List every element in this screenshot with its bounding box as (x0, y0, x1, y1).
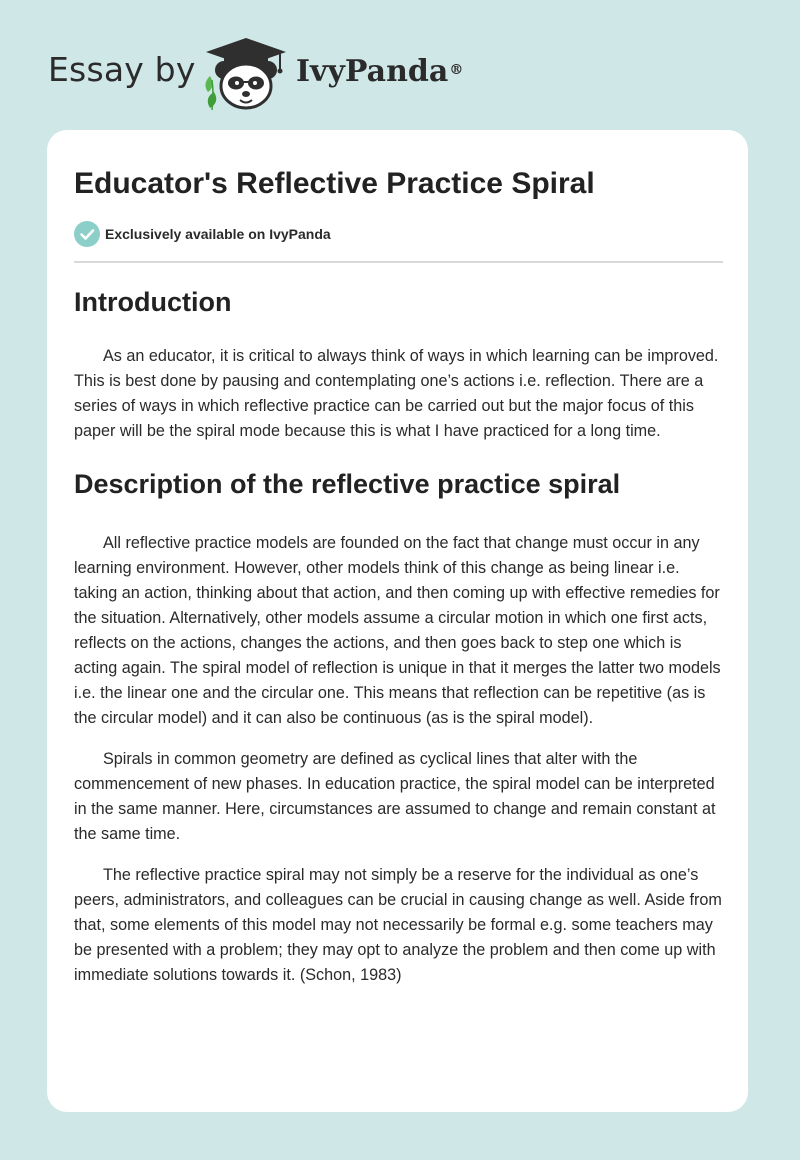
paragraph-description-1: All reflective practice models are founded on the fact that change must occur in any learning environment. However, other models think of this change as being linear i.e. taking an action, thinking about that action, and then coming up with effective remedies for the situation. Alternatively, other models assume a circular motion in which one first acts, reflects on the actions, changes the actions, and then goes back to step one which is acting again. The spiral model of reflection is unique in that it merges the latter two models i.e. the linear one and the circular one. This means that reflection can be repetitive (as is the circular model) and it can also be continuous (as is the spiral model). (74, 534, 721, 727)
title-divider (74, 261, 723, 263)
registered-mark: ® (449, 62, 464, 78)
brand-name[interactable] (296, 52, 463, 92)
article-card (47, 130, 748, 1112)
exclusive-badge (74, 221, 331, 247)
paragraph-description-3: The reflective practice spiral may not simply be a reserve for the individual as one’s peers, administrators, and colleagues can be crucial in causing change as well. Aside from that, some elements of this model may not necessarily be formal e.g. some teachers may be presented with a problem; they may opt to analyze the problem and then come up with immediate solutions towards it. (Schon, 1983) (74, 866, 722, 984)
check-circle-icon (74, 221, 100, 247)
brand-text: IvyPanda (296, 54, 449, 89)
essay-by-label: Essay by (48, 50, 196, 89)
page-title: Educator's Reflective Practice Spiral (74, 167, 595, 200)
paragraph-introduction: As an educator, it is critical to always think of ways in which learning can be improved. This is best done by pausing and contemplating one’s actions i.e. reflection. There are a series of ways in which reflective practice can be carried out but the major focus of this paper will be the spiral mode because this is what I have practiced for a long time. (74, 347, 719, 440)
panda-logo-icon[interactable] (200, 36, 292, 112)
site-header (48, 30, 508, 110)
paragraph-description-2: Spirals in common geometry are defined as cyclical lines that alter with the commencement of new phases. In education practice, the spiral model can be interpreted in the same manner. Here, circumstances are assumed to change and remain constant at the same time. (74, 750, 716, 843)
article-body (74, 282, 726, 1004)
section-heading-introduction: Introduction (74, 287, 232, 317)
section-heading-description: Description of the reflective practice spiral (74, 469, 621, 499)
exclusive-badge-text: Exclusively available on IvyPanda (105, 226, 331, 242)
